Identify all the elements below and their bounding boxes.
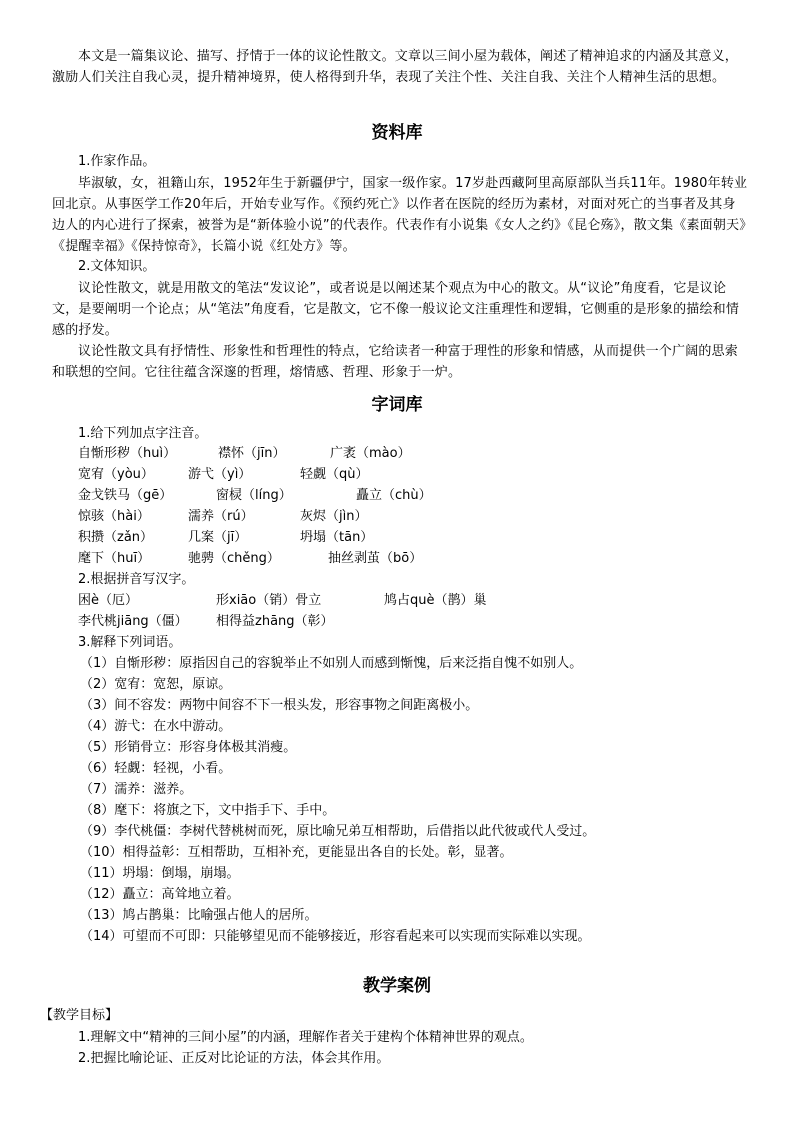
section-heading-case: 教学案例 xyxy=(363,976,431,996)
zici-q1-title: 1.给下列加点字注音。 xyxy=(78,426,208,441)
pinyin-item: 窗棂（líng） xyxy=(216,488,292,503)
intro-paragraph: 本文是一篇集议论、描写、抒情于一体的议论性散文。文章以三间小屋为载体，阐述了精神追求的内涵及其意义，激励人们关注自我心灵，提升精神境界，使人格得到升华，表现了关注个性、关注自我、关注个人精神生活的思想。 xyxy=(52,49,739,85)
pinyin-item: 惊骇（hài） xyxy=(78,509,150,524)
pinyin-item: 襟怀（jīn） xyxy=(218,446,286,461)
definition-item: （1）自惭形秽：原指因自己的容貌举止不如别人而感到惭愧，后来泛指自愧不如别人。 xyxy=(80,656,583,671)
pinyin-item: 矗立（chù） xyxy=(356,488,432,503)
definition-item: （2）宽宥：宽恕，原谅。 xyxy=(80,677,232,692)
pinyin-item: 坍塌（tān） xyxy=(300,530,374,545)
hanzi-item: 相得益zhāng（彰） xyxy=(216,614,334,629)
definition-item: （7）濡养：滋养。 xyxy=(80,782,193,797)
pinyin-item: 金戈铁马（gē） xyxy=(78,488,173,503)
pinyin-item: 自惭形秽（huì） xyxy=(78,446,177,461)
definition-item: （12）矗立：高耸地立着。 xyxy=(80,887,240,902)
definition-item: （3）间不容发：两物中间容不下一根头发，形容事物之间距离极小。 xyxy=(80,698,479,713)
pinyin-item: 濡养（rú） xyxy=(188,509,254,524)
definition-item: （14）可望而不可即：只能够望见而不能够接近，形容看起来可以实现而实际难以实现。 xyxy=(80,929,591,944)
hanzi-item: 李代桃jiāng（僵） xyxy=(78,614,188,629)
teaching-goal-item: 1.理解文中“精神的三间小屋”的内涵，理解作者关于建构个体精神世界的观点。 xyxy=(78,1030,533,1045)
ziliao-item2-title: 2.文体知识。 xyxy=(78,259,156,274)
ziliao-item2-text2: 议论性散文具有抒情性、形象性和哲理性的特点，它给读者一种富于理性的形象和情感，从而提供一个广阔的思索和联想的空间。它往往蕴含深邃的哲理，熔情感、哲理、形象于一炉。 xyxy=(52,344,739,380)
definition-item: （6）轻觑：轻视，小看。 xyxy=(80,761,232,776)
ziliao-item1-title: 1.作家作品。 xyxy=(78,154,156,169)
section-heading-zici: 字词库 xyxy=(371,395,423,415)
definition-item: （11）坍塌：倒塌，崩塌。 xyxy=(80,866,240,881)
pinyin-item: 麾下（huī） xyxy=(78,551,151,566)
pinyin-item: 灰烬（jìn） xyxy=(300,509,368,524)
teaching-goal-item: 2.把握比喻论证、正反对比论证的方法，体会其作用。 xyxy=(78,1051,390,1066)
section-heading-ziliao: 资料库 xyxy=(371,123,423,143)
definition-item: （13）鸠占鹊巢：比喻强占他人的居所。 xyxy=(80,908,318,923)
pinyin-item: 积攒（zǎn） xyxy=(78,530,154,545)
hanzi-item: 困è（厄） xyxy=(78,593,138,608)
hanzi-item: 鸠占què（鹊）巢 xyxy=(384,593,487,608)
pinyin-item: 抽丝剥茧（bō） xyxy=(328,551,423,566)
pinyin-item: 驰骋（chěng） xyxy=(188,551,280,566)
ziliao-item1-text: 毕淑敏，女，祖籍山东，1952年生于新疆伊宁，国家一级作家。17岁赴西藏阿里高原部队当兵11年。1980年转业回北京。从事医学工作20年后，开始专业写作。《预约死亡》以作者在医院的经历为素材，对面对死亡的当事者及其身边人的内心进行了探索，被誉为是“新体验小说”的代表作。代表作有小说集《女人之约》《昆仑殇》，散文集《素面朝天》《提醒幸福》《保持惊奇》，长篇小说《红处方》等。 xyxy=(52,176,748,254)
pinyin-item: 几案（jī） xyxy=(188,530,248,545)
definition-item: （10）相得益彰：互相帮助，互相补充，更能显出各自的长处。彰，显著。 xyxy=(80,845,513,860)
pinyin-item: 广袤（mào） xyxy=(330,446,411,461)
pinyin-item: 轻觑（qù） xyxy=(300,467,369,482)
definition-item: （4）游弋：在水中游动。 xyxy=(80,719,232,734)
definition-item: （9）李代桃僵：李树代替桃树而死，原比喻兄弟互相帮助，后借指以此代彼或代人受过。 xyxy=(80,824,596,839)
teaching-goal-label: 【教学目标】 xyxy=(40,1008,119,1023)
zici-q2-title: 2.根据拼音写汉字。 xyxy=(78,572,195,587)
ziliao-item2-text1: 议论性散文，就是用散文的笔法“发议论”，或者说是以阐述某个观点为中心的散文。从“议论”角度看，它是议论文，是要阐明一个论点；从“笔法”角度看，它是散文，它不像一般议论文注重理性和逻辑，它侧重的是形象的描绘和情感的抒发。 xyxy=(52,281,740,338)
definition-item: （5）形销骨立：形容身体极其消瘦。 xyxy=(80,740,297,755)
zici-q3-title: 3.解释下列词语。 xyxy=(78,635,182,650)
pinyin-item: 游弋（yì） xyxy=(188,467,252,482)
pinyin-item: 宽宥（yòu） xyxy=(78,467,154,482)
definition-item: （8）麾下：将旗之下，文中指手下、手中。 xyxy=(80,803,336,818)
hanzi-item: 形xiāo（销）骨立 xyxy=(216,593,322,608)
